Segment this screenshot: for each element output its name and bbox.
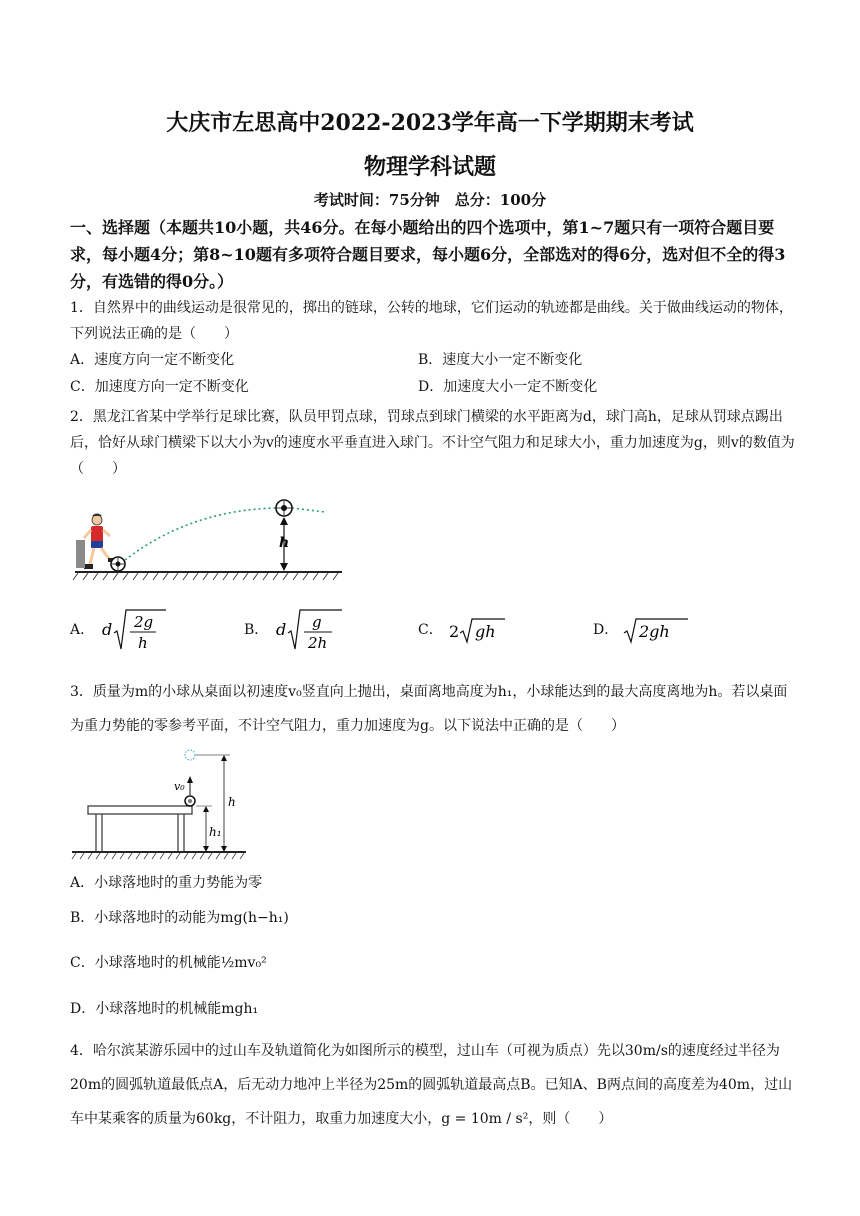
q2-option-b-formula <box>274 607 346 653</box>
svg-text:d: d <box>102 620 113 639</box>
question-3-stem: 3．质量为m的小球从桌面以初速度v₀竖直向上抛出，桌面离地高度为h₁，小球能达到的最大高度离地为h。若以桌面为重力势能的零参考平面，不计空气阻力，重力加速度为g。以下说法中正确的是（ ） <box>70 684 788 734</box>
q1-option-a: A．速度方向一定不断变化 <box>70 352 235 368</box>
q2-option-d-formula <box>622 615 692 645</box>
q2-option-a-formula <box>100 607 170 653</box>
q1-option-c: C．加速度方向一定不断变化 <box>70 379 249 395</box>
section-heading: 一、选择题（本题共10小题，共46分。在每小题给出的四个选项中，第1~7题只有一项符合题目要求，每小题4分；第8~10题有多项符合题目要求，每小题6分，全部选对的得6分，选对但不全的得3分，有选错的得0分。） <box>70 218 786 291</box>
q2-option-c-letter: C． <box>418 622 443 638</box>
q2-option-b-letter: B． <box>244 622 269 638</box>
question-4-stem: 4．哈尔滨某游乐园中的过山车及轨道简化为如图所示的模型，过山车（可视为质点）先以30m/s的速度经过半径为20m的圆弧轨道最低点A，后无动力地冲上半径为25m的圆弧轨道最高点B。已知A、B两点间的高度差为40m，过山车中某乘客的质量为60kg，不计阻力，取重力加速度大小，g = 10m / s²，则（ ） <box>70 1043 793 1127</box>
q2-option-a-letter: A． <box>70 622 95 638</box>
q3-option-c: C．小球落地时的机械能½mv₀² <box>70 955 267 971</box>
q3-option-b: B．小球落地时的动能为mg(h−h₁) <box>70 910 289 926</box>
svg-text:2gh: 2gh <box>639 622 670 641</box>
exam-meta: 考试时间：75分钟 总分：100分 <box>313 191 547 209</box>
question-2-stem: 2．黑龙江省某中学举行足球比赛，队员甲罚点球，罚球点到球门横梁的水平距离为d，球门高h，足球从罚球点踢出后，恰好从球门横梁下以大小为v的速度水平垂直进入球门。不计空气阻力和足球大小，重力加速度为g，则v的数值为（ ） <box>70 409 795 477</box>
q2-option-b <box>244 608 346 652</box>
h-label: h <box>228 795 236 809</box>
svg-text:g: g <box>312 613 322 631</box>
svg-text:d: d <box>276 620 287 639</box>
svg-text:2: 2 <box>448 622 459 641</box>
h1-label: h₁ <box>209 825 222 839</box>
q2-option-c-formula <box>447 615 511 645</box>
q3-table-ball-figure <box>70 744 250 862</box>
q3-option-d: D．小球落地时的机械能mgh₁ <box>70 1001 259 1017</box>
q2-option-a <box>70 608 170 652</box>
exam-subtitle: 物理学科试题 <box>363 154 496 180</box>
ball-start <box>111 557 125 571</box>
player-figure <box>76 514 116 570</box>
q1-option-b: B．速度大小一定不断变化 <box>418 352 583 368</box>
q3-option-a: A．小球落地时的重力势能为零 <box>70 875 263 891</box>
question-1-stem: 1．自然界中的曲线运动是很常见的，掷出的链球，公转的地球，它们运动的轨迹都是曲线。关于做曲线运动的物体，下列说法正确的是（ ） <box>70 300 793 342</box>
height-label: h <box>279 535 290 551</box>
q2-penalty-kick-figure <box>70 492 350 584</box>
q2-option-d <box>593 608 692 652</box>
q2-option-c <box>418 608 511 652</box>
q1-option-d: D．加速度大小一定不断变化 <box>418 379 598 395</box>
svg-text:h: h <box>138 634 148 652</box>
trajectory-curve <box>125 508 276 560</box>
svg-text:2h: 2h <box>308 634 328 652</box>
svg-text:2g: 2g <box>134 613 154 631</box>
q2-option-d-letter: D． <box>593 622 619 638</box>
svg-text:gh: gh <box>474 622 496 641</box>
v0-label: v₀ <box>174 780 185 793</box>
ball-top <box>276 500 292 516</box>
exam-title: 大庆市左思高中2022-2023学年高一下学期期末考试 <box>166 110 694 136</box>
